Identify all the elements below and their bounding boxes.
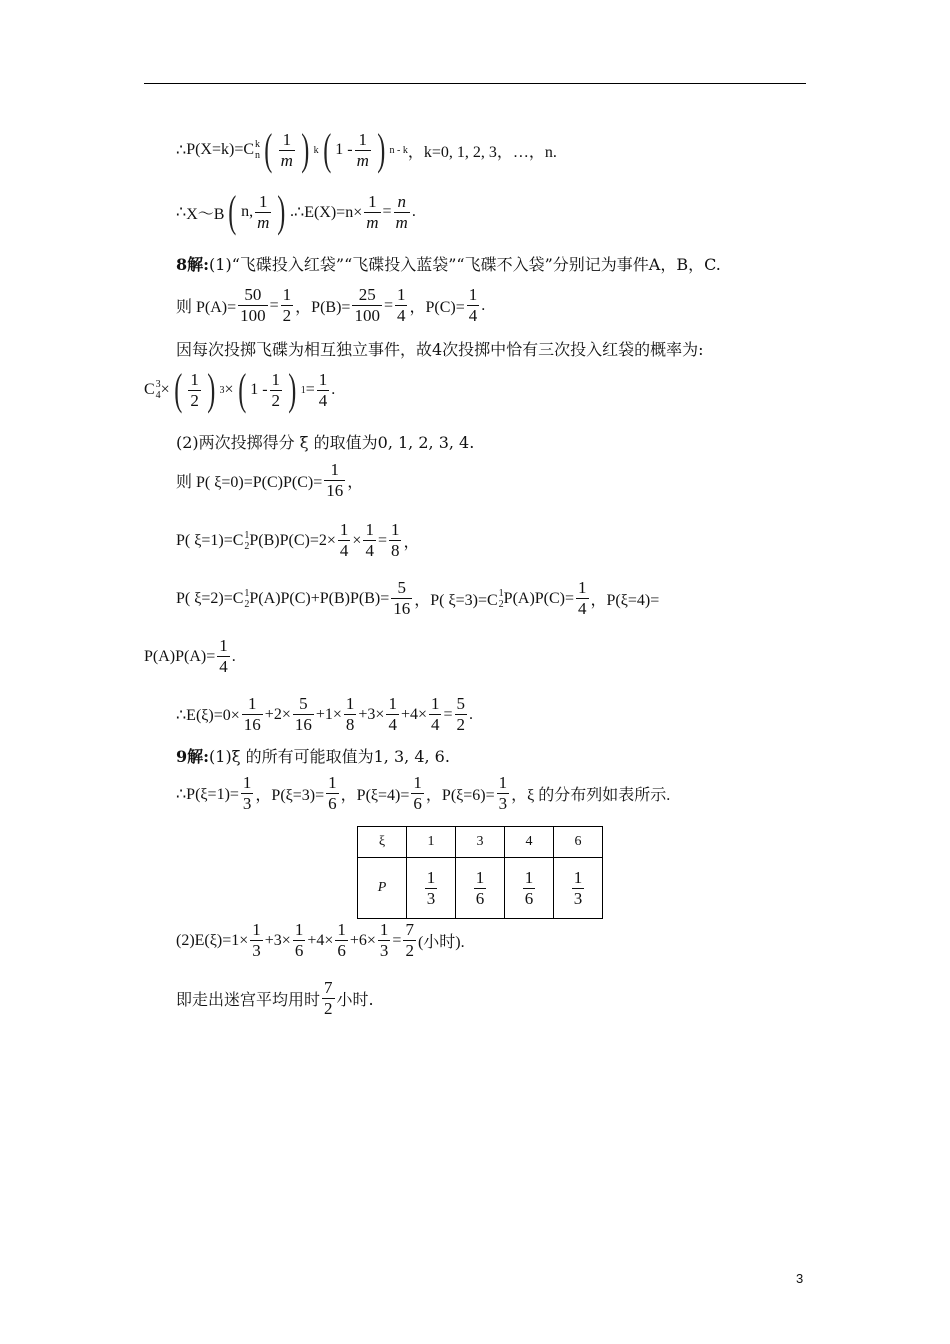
formula-binomial: ∴ X～B ( n, $\frac{1}{m}$ ) . ∴E(X)=n× $\frac{1}{m}$ = $\frac{n}{m}$ .: [176, 187, 416, 236]
solution-9-text: (1)ξ 的所有可能取值为1, 3, 4, 6.: [209, 747, 450, 766]
solution-9-label: 9解:: [176, 747, 210, 766]
header-rule: [144, 83, 806, 84]
formula-xi-1: P( ξ=1)=C 1 2 P(B)P(C)=2× $\frac{1}{4}$ × $\frac{1}{4}$ = $\frac{1}{8}$ ，: [176, 520, 420, 560]
therefore-symbol: ∴: [176, 142, 187, 159]
formula-xi-0: 则 P( ξ=0)=P(C)P(C)= $\frac{1}{16}$ ，: [176, 460, 364, 500]
solution-9-heading: [176, 744, 450, 767]
pmf-left: P(X=k)=C: [186, 141, 255, 158]
comb-scripts: k n: [255, 139, 261, 161]
formula-pmf: ∴ P(X=k)=C k n ( $\frac{1}{m}$ ) k ( 1 - $\frac{1}{m}$ ) n - k ，k=0, 1, 2, 3，…，n.: [176, 125, 557, 174]
formula-probabilities-abc: 则 P(A)= $\frac{50}{100}$ = $\frac{1}{2}$ ，P(B)= $\frac{25}{100}$ = $\frac{1}{4}$ ，P(C)= $\frac{1}{4}$ .: [176, 285, 486, 325]
solution-8-independence-text: 因每次投掷飞碟为相互独立事件，故4次投掷中恰有三次投入红袋的概率为:: [176, 340, 704, 359]
formula-expectation-8: ∴E(ξ)=0× $\frac{1}{16}$ +2× $\frac{5}{16}$ +1× $\frac{1}{8}$ +3× $\frac{1}{4}$ +4× $\frac{1}{4}$ = $\frac{5}{2}$ .: [176, 694, 474, 734]
conclusion-line: 即走出迷宫平均用时 $\frac{7}{2}$ 小时.: [176, 978, 374, 1018]
solution-8-heading: [176, 252, 721, 275]
solution-8-part2-text: (2)两次投掷得分 ξ 的取值为0, 1, 2, 3, 4.: [176, 433, 475, 452]
fraction-1-over-m-2: $\frac{1}{m}$: [356, 129, 369, 170]
formula-three-red: C 3 4 × ( $\frac{1}{2}$ ) 3 × ( 1 - $\frac{1}{2}$ ) 1 = $\frac{1}{4}$ .: [144, 365, 336, 414]
page-number: 3: [796, 1271, 804, 1286]
formula-xi-2-3-4: P( ξ=2)=C 1 2 P(A)P(C)+P(B)P(B)= $\frac{5}{16}$ ，P( ξ=3)=C 1 2 P(A)P(C)= $\frac{1}{4}$ ，P(ξ=4)=: [176, 578, 660, 618]
fraction-1-over-m: $\frac{1}{m}$: [280, 129, 293, 170]
formula-xi-4-value: P(A)P(A)= $\frac{1}{4}$ .: [144, 636, 236, 676]
formula-expectation-9: (2)E(ξ)=1× $\frac{1}{3}$ +3× $\frac{1}{6}$ +4× $\frac{1}{6}$ +6× $\frac{1}{3}$ = $\frac{7}{2}$ (小时).: [176, 920, 465, 960]
table-header-row: ξ 1 3 4 6: [358, 827, 603, 858]
solution-8-text: (1)“飞碟投入红袋”“飞碟投入蓝袋”“飞碟不入袋”分别记为事件A，B，C.: [209, 255, 721, 274]
distribution-table: [357, 826, 603, 919]
formula-xi-probabilities: ∴P(ξ=1)= $\frac{1}{3}$ ，P(ξ=3)= $\frac{1}{6}$ ，P(ξ=4)= $\frac{1}{6}$ ，P(ξ=6)= $\frac{1}{3}$ ，ξ 的分布列如表所示.: [176, 773, 671, 813]
solution-8-label: 8解:: [176, 255, 210, 274]
table-row: P $\frac{1}{3}$ $\frac{1}{6}$ $\frac{1}{6}$ $\frac{1}{3}$: [358, 858, 603, 919]
pmf-tail: ，k=0, 1, 2, 3，…，n.: [407, 143, 557, 161]
